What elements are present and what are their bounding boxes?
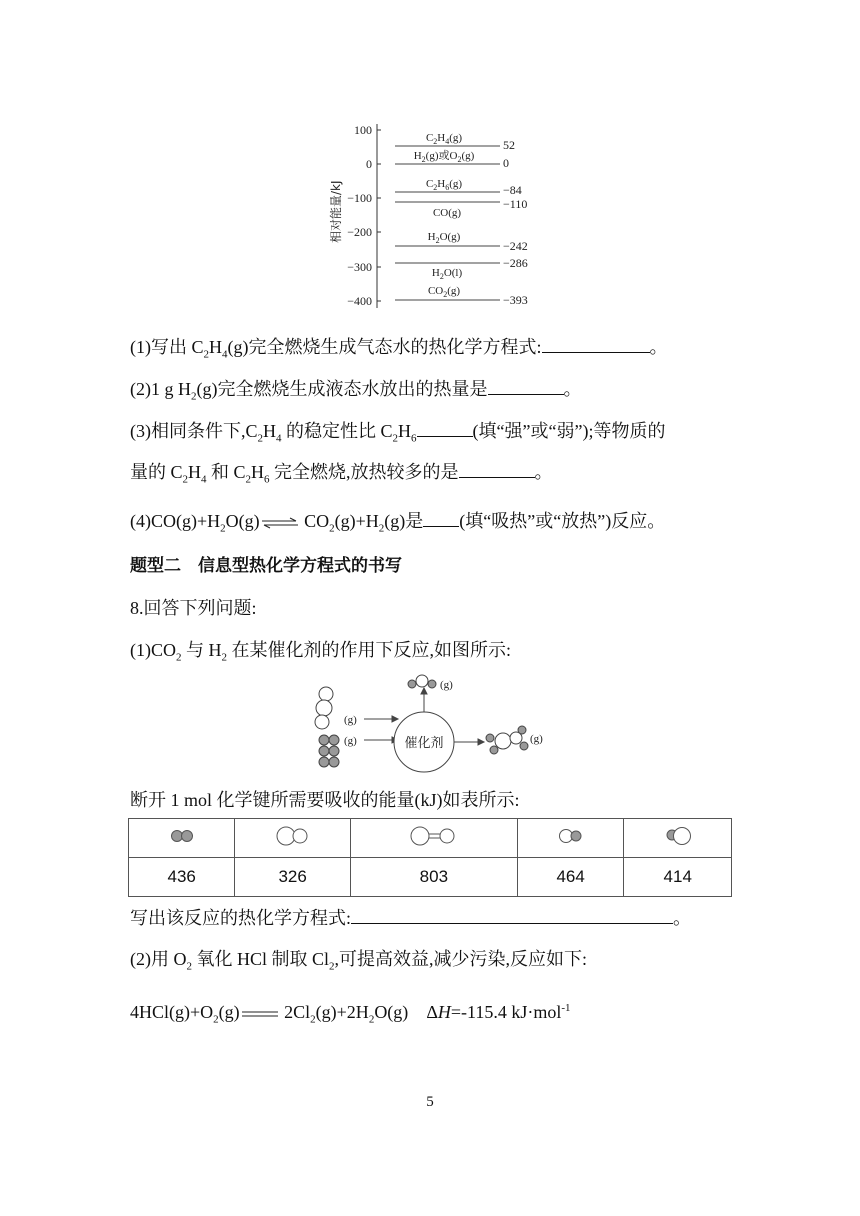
y-tick: −100 <box>347 191 372 205</box>
bond-energy-value: 326 <box>235 858 350 897</box>
gas-label: (g) <box>344 735 357 747</box>
level-species-label: CO(g) <box>432 207 462 219</box>
catalyst-label: 催化剂 <box>404 736 444 751</box>
bond-energy-value: 803 <box>350 858 517 897</box>
question-7-3-line2: 量的 $C_2H_4$ 和 $C_2H_6$ 完全燃烧,放热较多的是 。 <box>130 459 553 492</box>
bond-energy-table <box>128 818 732 897</box>
section-heading: 题型二 信息型热化学方程式的书写 <box>130 556 402 576</box>
bond-icon-cell <box>235 819 350 858</box>
y-tick: 100 <box>354 123 372 137</box>
bond-energy-value: 464 <box>517 858 624 897</box>
question-8-1: $(1)CO_2$ 与 $H_2$ 在某催化剂的作用下反应,如图所示: <box>130 640 511 664</box>
question-8-1-write-equation: 写出该反应的热化学方程式: 。 <box>130 905 691 930</box>
question-7-3-line1: (3)相同条件下$,C_2H_4$ 的稳定性比 $C_2H_6$ (填“强”或“弱”);等物质的 <box>130 418 665 451</box>
table-row <box>129 819 732 858</box>
answer-blank[interactable] <box>351 905 673 924</box>
level-species-label: $C_2H_6(g)$ <box>425 178 463 192</box>
question-7-1: (1)写出 $C_2H_4(g)$完全燃烧生成气态水的热化学方程式: 。 <box>130 334 668 367</box>
bond-table-intro: 断开 1 mol 化学键所需要吸收的能量(kJ)如表所示: <box>130 790 520 810</box>
energy-level-diagram <box>320 118 550 318</box>
h-h-bond-icon <box>167 828 197 844</box>
question-7-2: (2)1 g $H_2(g)$完全燃烧生成液态水放出的热量是 。 <box>130 376 582 409</box>
bond-icon-cell <box>624 819 732 858</box>
gas-label: (g) <box>530 733 543 745</box>
gas-label: (g) <box>344 714 357 726</box>
bond-icon-cell <box>350 819 517 858</box>
level-value: −393 <box>503 293 528 307</box>
c-h-bond-icon <box>661 825 695 847</box>
catalyst-reaction-diagram <box>308 672 558 784</box>
level-species-label: $CO_2(g)$ <box>427 285 461 299</box>
equals-sign-icon <box>240 1008 280 1020</box>
table-row <box>129 858 732 897</box>
level-species-label: $H_2O(l)$ <box>431 267 463 281</box>
bond-icon-cell <box>517 819 624 858</box>
y-tick: −200 <box>347 225 372 239</box>
y-tick: −400 <box>347 294 372 308</box>
y-tick: −300 <box>347 260 372 274</box>
y-tick: 0 <box>366 157 372 171</box>
c-o-bond-icon <box>273 825 313 847</box>
level-species-label: $H_2O(g)$ <box>427 231 461 245</box>
level-value: −242 <box>503 239 528 253</box>
level-value: −286 <box>503 256 528 270</box>
h-o-bond-icon <box>554 828 588 844</box>
y-axis-label: 相对能量/kJ <box>329 180 343 243</box>
bond-energy-value: 414 <box>624 858 732 897</box>
question-8-intro: 8.回答下列问题: <box>130 598 257 618</box>
answer-blank[interactable] <box>423 508 459 527</box>
gas-label: (g) <box>440 679 453 691</box>
question-8-2: (2)用 $O_2$ 氧化 HCl 制取 $Cl_2$,可提高效益,减少污染,反应如下: <box>130 949 588 973</box>
bond-energy-value: 436 <box>129 858 235 897</box>
question-7-4: $(4)CO(g)+H_2O(g)$ $CO_2(g)+H_2(g)$是 (填“吸热”或“放热”)反应。 <box>130 508 665 541</box>
c-double-o-bond-icon <box>408 825 460 847</box>
level-value: 0 <box>503 156 509 170</box>
level-species-label: $H_2(g)$或$O_2(g)$ <box>413 150 475 164</box>
hcl-oxidation-equation: $4HCl(g)+O_2(g)$ $2Cl_2(g)+2H_2O(g)$ ΔH=-115.4 kJ·mol$^{-1}$ <box>130 1002 571 1026</box>
answer-blank[interactable] <box>459 459 535 478</box>
equilibrium-arrow-icon <box>260 517 300 529</box>
answer-blank[interactable] <box>417 418 473 437</box>
bond-icon-cell <box>129 819 235 858</box>
level-value: −84 <box>503 183 522 197</box>
answer-blank[interactable] <box>488 376 564 395</box>
level-value: 52 <box>503 138 515 152</box>
page-number: 5 <box>426 1094 434 1110</box>
level-species-label: $C_2H_4(g)$ <box>425 132 463 146</box>
level-value: −110 <box>503 197 528 211</box>
answer-blank[interactable] <box>542 334 650 353</box>
